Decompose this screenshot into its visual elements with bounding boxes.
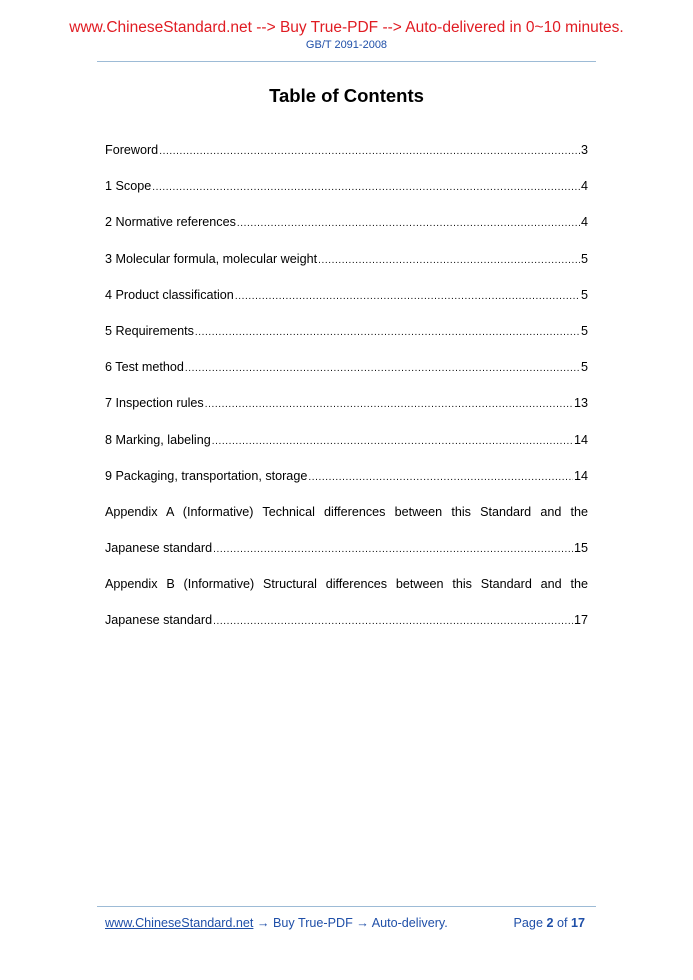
toc-entry[interactable] (105, 540, 588, 576)
page-current: 2 (546, 916, 554, 930)
toc-entry[interactable] (105, 432, 588, 468)
toc-entry[interactable] (105, 178, 588, 214)
toc-entry-page: 5 (580, 287, 588, 302)
toc-entry-page: 5 (580, 323, 588, 338)
toc-entry-page: 13 (573, 396, 588, 411)
toc-entry-page: 3 (580, 143, 588, 157)
toc-entry[interactable] (105, 576, 588, 612)
toc-entry-label: 9 Packaging, transportation, storage (105, 468, 308, 483)
toc-entry[interactable] (105, 251, 588, 287)
toc-entry-page: 14 (573, 432, 588, 447)
toc-entry-label: 8 Marking, labeling (105, 432, 211, 447)
footer-buy-text: Buy True-PDF (273, 916, 353, 930)
arrow-right-icon: → (356, 916, 369, 930)
toc-leader-dots (213, 542, 573, 558)
standard-code: GB/T 2091-2008 (305, 39, 388, 51)
table-of-contents (105, 142, 588, 649)
toc-entry-label: Appendix B (Informative) Structural differences between this Standard and the (105, 577, 588, 592)
toc-entry-page: 15 (573, 541, 588, 556)
toc-entry-page: 17 (573, 613, 588, 628)
toc-entry-page: 5 (580, 251, 588, 266)
toc-entry-label: 2 Normative references (105, 215, 236, 230)
toc-entry-label: 3 Molecular formula, molecular weight (105, 251, 318, 266)
toc-entry-label: Foreword (105, 143, 159, 157)
toc-leader-dots (213, 614, 573, 630)
toc-leader-dots (185, 361, 580, 377)
footer-site-link[interactable]: www.ChineseStandard.net (105, 916, 254, 930)
toc-entry-label: Japanese standard (105, 541, 213, 556)
toc-leader-dots (159, 144, 580, 160)
toc-entry-label: Appendix A (Informative) Technical differences between this Standard and the (105, 504, 588, 519)
toc-entry-page: 14 (573, 468, 588, 483)
page-indicator (514, 916, 585, 930)
toc-entry[interactable] (105, 612, 588, 648)
toc-entry-label: 1 Scope (105, 179, 152, 194)
toc-entry-label: 6 Test method (105, 360, 184, 375)
toc-leader-dots (152, 180, 580, 196)
toc-leader-dots (235, 289, 580, 305)
toc-entry[interactable] (105, 395, 588, 431)
toc-entry-label: Japanese standard (105, 613, 213, 628)
toc-entry[interactable] (105, 323, 588, 359)
header-divider (97, 61, 596, 62)
toc-entry-label: 7 Inspection rules (105, 396, 204, 411)
toc-entry-label: 5 Requirements (105, 323, 194, 338)
toc-leader-dots (237, 216, 580, 232)
footer-promo (105, 916, 448, 930)
footer-divider (97, 906, 596, 907)
toc-leader-dots (308, 470, 573, 486)
of-word: of (556, 916, 568, 930)
toc-entry[interactable] (105, 468, 588, 504)
toc-entry-label: 4 Product classification (105, 287, 234, 302)
toc-entry-page: 4 (580, 179, 588, 194)
toc-leader-dots (212, 434, 573, 450)
toc-entry-page: 5 (580, 360, 588, 375)
toc-entry[interactable] (105, 287, 588, 323)
arrow-right-icon: → (256, 916, 270, 930)
toc-leader-dots (195, 325, 580, 341)
page-total: 17 (570, 916, 585, 930)
toc-entry[interactable] (105, 142, 588, 178)
page-word: Page (513, 916, 543, 930)
toc-title: Table of Contents (269, 85, 424, 106)
toc-leader-dots (205, 397, 573, 413)
toc-leader-dots (318, 253, 580, 269)
top-banner-link[interactable]: www.ChineseStandard.net --> Buy True-PDF --> Auto-delivered in 0~10 minutes. (69, 19, 624, 36)
toc-entry[interactable] (105, 214, 588, 250)
footer-delivery-text: Auto-delivery. (371, 916, 448, 930)
toc-entry[interactable] (105, 359, 588, 395)
toc-entry[interactable] (105, 504, 588, 540)
toc-entry-page: 4 (580, 215, 588, 230)
